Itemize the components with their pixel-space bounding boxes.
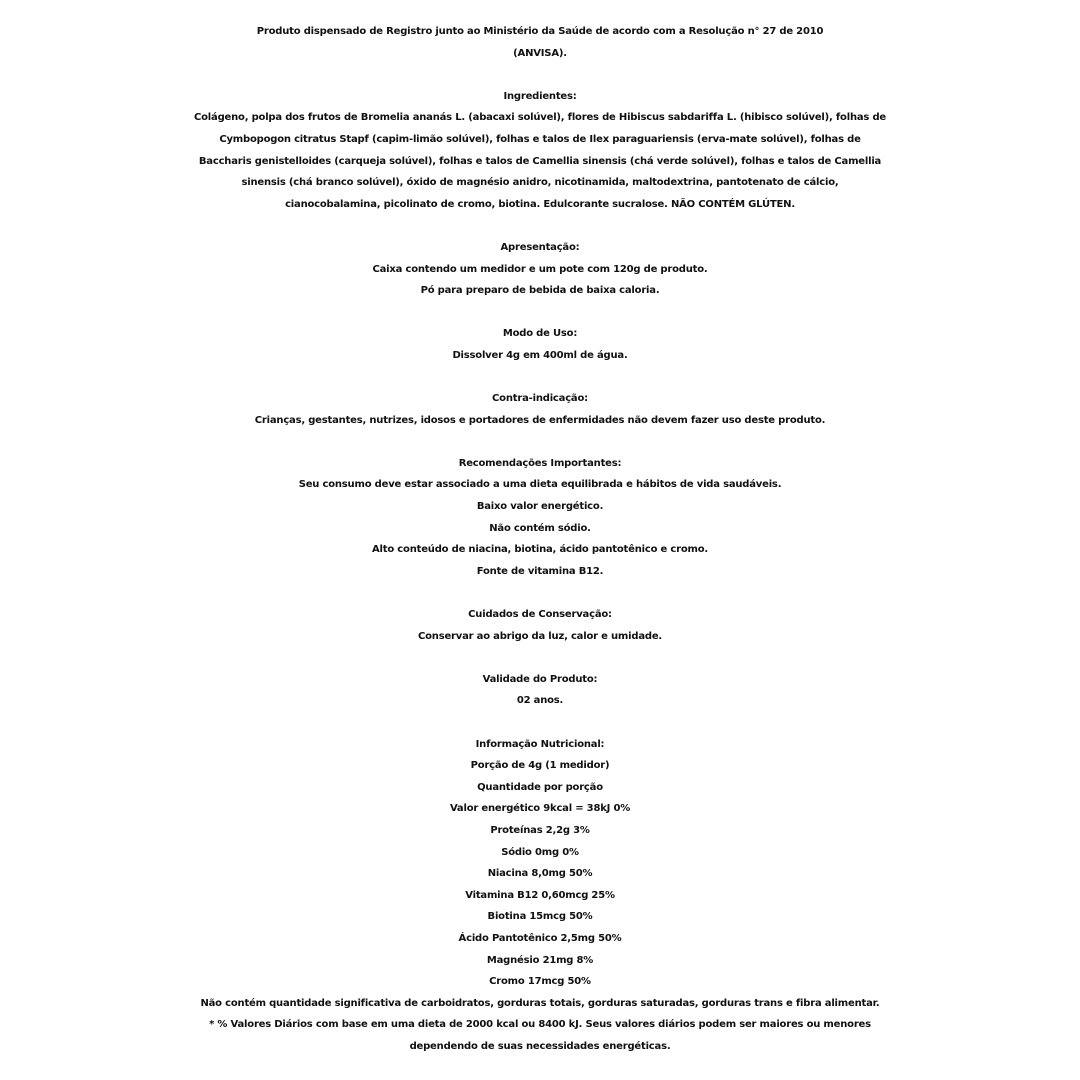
recommendations-heading: Recomendações Importantes: <box>458 457 622 469</box>
spacer <box>0 647 1080 669</box>
nutrition-line: Porção de 4g (1 medidor) <box>470 760 610 772</box>
recommendations-section <box>0 453 1080 583</box>
spacer <box>0 712 1080 734</box>
usage-section <box>0 323 1080 366</box>
ingredients-line: Cymbopogon citratus Stapf (capim-limão solúvel), folhas e talos de Ilex paraguariensis (erva-mate solúvel), folhas de <box>219 133 861 145</box>
usage-line: Dissolver 4g em 400ml de água. <box>452 349 628 361</box>
storage-line: Conservar ao abrigo da luz, calor e umidade. <box>417 630 663 642</box>
registration-notice <box>0 21 1080 64</box>
nutrition-line: dependendo de suas necessidades energéticas. <box>409 1040 671 1052</box>
presentation-line: Caixa contendo um medidor e um pote com 120g de produto. <box>372 263 708 275</box>
presentation-heading: Apresentação: <box>500 241 580 253</box>
nutrition-line: Biotina 15mcg 50% <box>487 911 593 923</box>
spacer <box>0 215 1080 237</box>
validity-line: 02 anos. <box>516 695 564 707</box>
nutrition-heading: Informação Nutricional: <box>475 738 605 750</box>
presentation-line: Pó para preparo de bebida de baixa caloria. <box>420 285 660 297</box>
registration-line: Produto dispensado de Registro junto ao Ministério da Saúde de acordo com a Resolução n° 27 de 2010 <box>256 26 824 37</box>
spacer <box>0 431 1080 453</box>
spacer <box>0 582 1080 604</box>
recommendations-line: Baixo valor energético. <box>476 501 604 513</box>
ingredients-section <box>0 86 1080 216</box>
presentation-section <box>0 237 1080 302</box>
spacer <box>0 302 1080 324</box>
ingredients-line: cianocobalamina, picolinato de cromo, biotina. Edulcorante sucralose. NÃO CONTÉM GLÚTEN. <box>285 198 795 210</box>
nutrition-line: Valor energético 9kcal = 38kJ 0% <box>449 803 631 815</box>
recommendations-line: Seu consumo deve estar associado a uma dieta equilibrada e hábitos de vida saudáveis. <box>298 479 782 491</box>
nutrition-line: Não contém quantidade significativa de carboidratos, gorduras totais, gorduras saturadas, gorduras trans e fibra alimentar. <box>200 997 880 1009</box>
registration-line: (ANVISA). <box>513 47 567 59</box>
nutrition-line: Cromo 17mcg 50% <box>489 976 591 988</box>
contraindication-heading: Contra-indicação: <box>492 393 588 405</box>
recommendations-line: Alto conteúdo de niacina, biotina, ácido pantotênico e cromo. <box>372 544 708 556</box>
contraindication-line: Crianças, gestantes, nutrizes, idosos e portadores de enfermidades não devem fazer uso deste produto. <box>254 414 826 426</box>
validity-heading: Validade do Produto: <box>482 673 598 685</box>
nutrition-line: * % Valores Diários com base em uma dieta de 2000 kcal ou 8400 kJ. Seus valores diários podem ser maiores ou menores <box>209 1019 871 1031</box>
nutrition-line: Niacina 8,0mg 50% <box>487 868 593 880</box>
nutrition-line: Vitamina B12 0,60mcg 25% <box>465 889 615 901</box>
contraindication-section <box>0 388 1080 431</box>
nutrition-line: Magnésio 21mg 8% <box>486 954 594 966</box>
nutrition-line: Sódio 0mg 0% <box>501 846 579 858</box>
nutrition-line: Ácido Pantotênico 2,5mg 50% <box>458 932 622 944</box>
nutrition-section <box>0 734 1080 1058</box>
ingredients-line: Baccharis genistelloides (carqueja solúvel), folhas e talos de Camellia sinensis (chá verde solúvel), folhas e talos de Camellia <box>198 155 882 167</box>
ingredients-heading: Ingredientes: <box>503 90 577 102</box>
ingredients-line: sinensis (chá branco solúvel), óxido de magnésio anidro, nicotinamida, maltodextrina, pantotenato de cálcio, <box>241 177 839 189</box>
storage-section <box>0 604 1080 647</box>
nutrition-line: Quantidade por porção <box>477 781 603 793</box>
usage-heading: Modo de Uso: <box>502 328 578 340</box>
nutrition-line: Proteínas 2,2g 3% <box>490 824 590 836</box>
recommendations-line: Fonte de vitamina B12. <box>476 565 604 577</box>
spacer <box>0 367 1080 389</box>
recommendations-line: Não contém sódio. <box>489 522 591 534</box>
spacer <box>0 64 1080 86</box>
storage-heading: Cuidados de Conservação: <box>468 609 612 621</box>
validity-section <box>0 669 1080 712</box>
ingredients-line: Colágeno, polpa dos frutos de Bromelia ananás L. (abacaxi solúvel), flores de Hibiscus sabdariffa L. (hibisco solúvel), folhas de <box>193 112 886 124</box>
